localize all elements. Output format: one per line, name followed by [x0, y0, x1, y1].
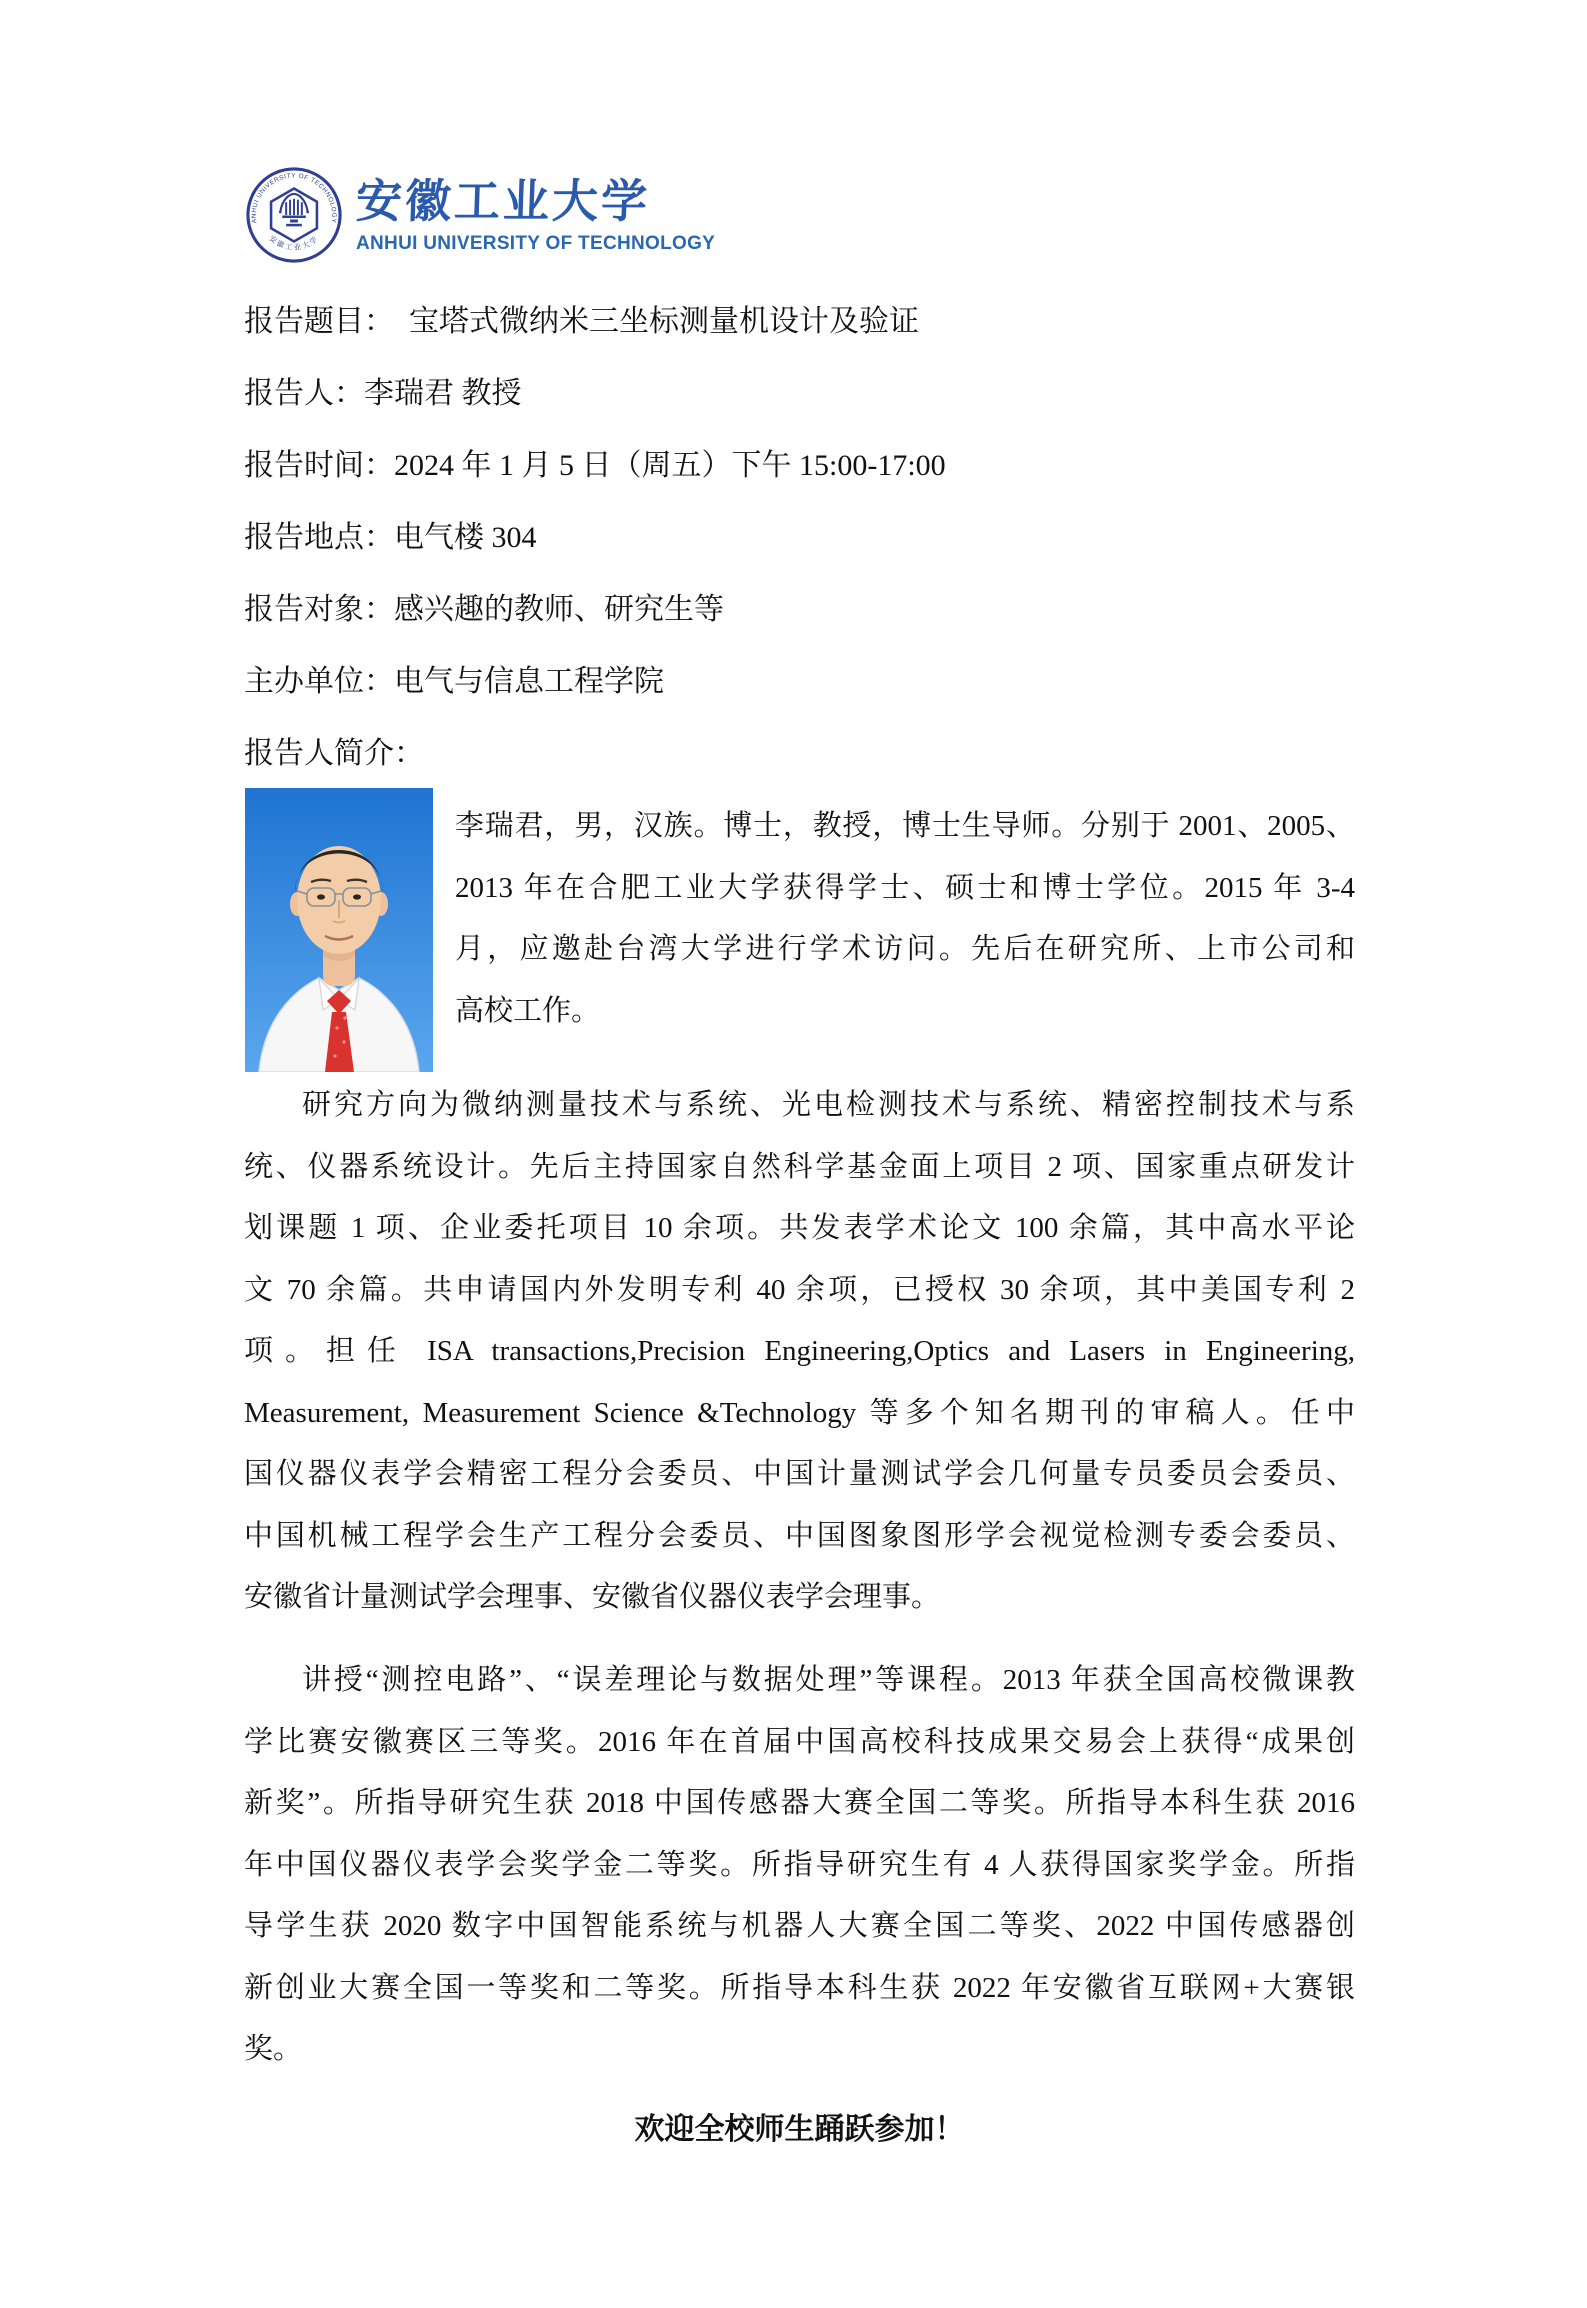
bio-text-line: 月，应邀赴台湾大学进行学术访问。先后在研究所、上市公司和: [455, 933, 1355, 965]
bio-text-line: 中国机械工程学会生产工程分会委员、中国图象图形学会视觉检测专委会委员、: [244, 1519, 1355, 1552]
info-line: [244, 430, 1434, 502]
bio-text-line: 导学生获 2020 数字中国智能系统与机器人大赛全国二等奖、2022 中国传感器创: [244, 1910, 1355, 1942]
seminar-info-list: [244, 286, 1434, 790]
welcome-line: 欢迎全校师生踊跃参加！: [634, 2113, 965, 2146]
info-label: 报告对象：: [244, 593, 394, 626]
bio-text-line: 划课题 1 项、企业委托项目 10 余项。共发表学术论文 100 余篇，其中高水平论: [244, 1212, 1355, 1244]
speaker-photo: [245, 788, 433, 1072]
seal-ring-text: ANHUI UNIVERSITY OF TECHNOLOGY: [250, 172, 338, 224]
bio-text-line: Measurement, Measurement Science &Technology 等多个知名期刊的审稿人。任中: [244, 1396, 1355, 1429]
info-label: 报告时间：: [244, 449, 394, 482]
bio-text-line: 新奖”。所指导研究生获 2018 中国传感器大赛全国二等奖。所指导本科生获 2016: [244, 1787, 1355, 1819]
university-name-english: ANHUI UNIVERSITY OF TECHNOLOGY: [356, 233, 716, 254]
bio-text-line: 学比赛安徽赛区三等奖。2016 年在首届中国高校科技成果交易会上获得“成果创: [244, 1725, 1355, 1758]
info-label: 报告人：: [244, 377, 364, 410]
info-line: [244, 646, 1434, 718]
bio-text-line: 研究方向为微纳测量技术与系统、光电检测技术与系统、精密控制技术与系: [302, 1089, 1355, 1121]
bio-text-line: 文 70 余篇。共申请国内外发明专利 40 余项，已授权 30 余项，其中美国专利 2: [244, 1273, 1355, 1306]
bio-text-line: 安徽省计量测试学会理事、安徽省仪器仪表学会理事。: [244, 1581, 941, 1613]
bio-text-line: 统、仪器系统设计。先后主持国家自然科学基金面上项目 2 项、国家重点研发计: [244, 1150, 1355, 1183]
info-line: [244, 574, 1434, 646]
info-line: [244, 358, 1434, 430]
university-logo: [356, 176, 715, 255]
info-value: 宝塔式微纳米三坐标测量机设计及验证: [394, 305, 919, 338]
info-value: 李瑞君 教授: [364, 377, 522, 410]
info-label: 报告地点：: [244, 521, 394, 554]
university-name-chinese: 安徽工业大学: [355, 176, 651, 227]
seal-bottom-text: 安徽工业大学: [267, 233, 321, 252]
bio-text-line: 新创业大赛全国一等奖和二等奖。所指导本科生获 2022 年安徽省互联网+大赛银: [244, 1971, 1355, 2004]
bio-text-line: 高校工作。: [455, 994, 601, 1027]
bio-text-line: 年中国仪器仪表学会奖学金二等奖。所指导研究生有 4 人获得国家奖学金。所指: [244, 1848, 1355, 1881]
seal-building-glyph: [279, 194, 309, 226]
speaker-bio-intro: [455, 796, 1355, 1042]
info-value: 电气与信息工程学院: [394, 665, 664, 698]
bio-text-line: 2013 年在合肥工业大学获得学士、硕士和博士学位。2015 年 3-4: [455, 871, 1355, 904]
info-label: 报告题目：: [244, 305, 394, 338]
speaker-bio-teaching: [244, 1650, 1355, 2081]
bio-text-line: 李瑞君，男，汉族。博士，教授，博士生导师。分别于 2001、2005、: [455, 810, 1355, 842]
bio-text-line: 项。担任 ISA transactions,Precision Engineering,Optics and Lasers in Engineering,: [244, 1335, 1355, 1367]
info-line: [244, 718, 1434, 790]
info-line: [244, 502, 1434, 574]
university-seal-icon: [245, 166, 343, 264]
info-value: 感兴趣的教师、研究生等: [394, 593, 724, 626]
info-label: 主办单位：: [244, 665, 394, 698]
bio-text-line: 奖。: [244, 2033, 303, 2065]
info-value: 2024 年 1 月 5 日（周五）下午 15:00-17:00: [394, 449, 946, 482]
info-line: [244, 286, 1434, 358]
bio-text-line: 讲授“测控电路”、“误差理论与数据处理”等课程。2013 年获全国高校微课教: [302, 1664, 1355, 1696]
info-value: 电气楼 304: [394, 521, 537, 554]
bio-text-line: 国仪器仪表学会精密工程分会委员、中国计量测试学会几何量专员委员会委员、: [244, 1458, 1355, 1490]
speaker-bio-research: [244, 1075, 1355, 1629]
info-label: 报告人简介：: [244, 737, 424, 770]
